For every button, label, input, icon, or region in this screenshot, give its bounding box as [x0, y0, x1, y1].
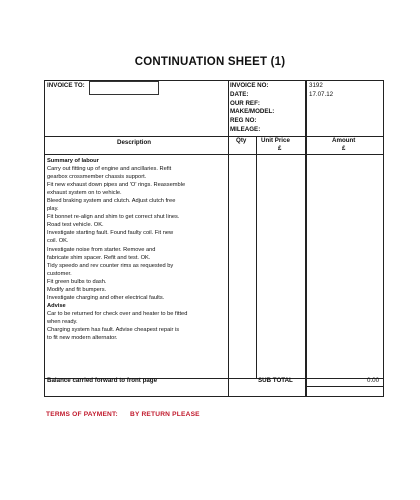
labour-line: play. [47, 206, 59, 213]
column-header-separator [45, 154, 384, 155]
labour-line: coil. OK. [47, 238, 69, 245]
field-label: REG NO: [230, 117, 257, 125]
field-value: 17.07.12 [309, 90, 334, 98]
field-label: MAKE/MODEL: [230, 108, 275, 116]
labour-line: Investigate starting fault. Found faulty coil. Fit new [47, 230, 174, 237]
labour-line: gearbox crossmember chassis support. [47, 174, 147, 181]
field-label: MILEAGE: [230, 126, 261, 133]
column-header-qty: Qty [236, 137, 247, 144]
column-header-description: Description [117, 139, 152, 146]
sheet-title: CONTINUATION SHEET (1) [134, 56, 286, 68]
redacted-recipient-box [89, 81, 159, 95]
labour-line: Investigate charging and other electrical faults. [47, 294, 165, 301]
labour-line: Fit new exhaust down pipes and 'O' rings. Reassemble [47, 182, 186, 189]
section-heading: Summary of labour [47, 158, 99, 164]
invoice-to-label: INVOICE TO: [47, 82, 85, 89]
column-header-unit-price: Unit Price [261, 137, 290, 144]
labour-line: Car to be returned for check over and heater to be fitted [47, 310, 188, 317]
amount-currency: £ [342, 145, 346, 152]
labour-line: to fit new modern alternator. [47, 335, 118, 342]
column-divider-qty-unit [256, 136, 257, 378]
field-label: INVOICE NO: [230, 82, 269, 89]
subtotal-label: SUB TOTAL [258, 377, 293, 384]
labour-line: Carry out fitting up of engine and ancillaries. Refit [47, 166, 172, 173]
terms-of-payment-label: TERMS OF PAYMENT: [46, 411, 118, 418]
field-value: 3192 [309, 82, 323, 89]
column-divider-amount-inner [306, 81, 307, 397]
labour-line: Bleed braking system and clutch. Adjust clutch free [47, 198, 176, 205]
labour-description [47, 157, 229, 342]
unit-price-currency: £ [278, 145, 282, 152]
labour-line: Investigate noise from starter. Remove and [47, 246, 156, 253]
labour-line: Road test vehicle. OK. [47, 222, 104, 229]
subtotal-underline [307, 386, 384, 387]
invoice-sheet [44, 80, 384, 397]
labour-line: Fit green bulbs to dash. [47, 278, 107, 285]
labour-line: Modify and fit bumpers. [47, 286, 107, 293]
section-heading: Advise [47, 302, 66, 309]
labour-line: customer. [47, 270, 72, 277]
column-header-amount: Amount [332, 137, 356, 144]
labour-line: Charging system has fault. Advise cheapest repair is [47, 326, 180, 333]
labour-line: exhaust system on to vehicle. [47, 190, 122, 197]
balance-carried-forward-label: Balance carried forward to front page [47, 377, 158, 384]
labour-line: fabricate shim spacer. Refit and test. OK. [47, 254, 151, 261]
field-label: DATE: [230, 90, 249, 98]
subtotal-value: 0.00 [367, 377, 380, 384]
field-label: OUR REF: [230, 99, 260, 107]
labour-line: Tidy speedo and rev counter rims as requested by [47, 262, 174, 269]
terms-of-payment-value: BY RETURN PLEASE [130, 411, 200, 418]
labour-line: when ready. [47, 318, 78, 325]
labour-line: Fit bonnet re-align and shim to get correct shut lines. [47, 214, 180, 221]
